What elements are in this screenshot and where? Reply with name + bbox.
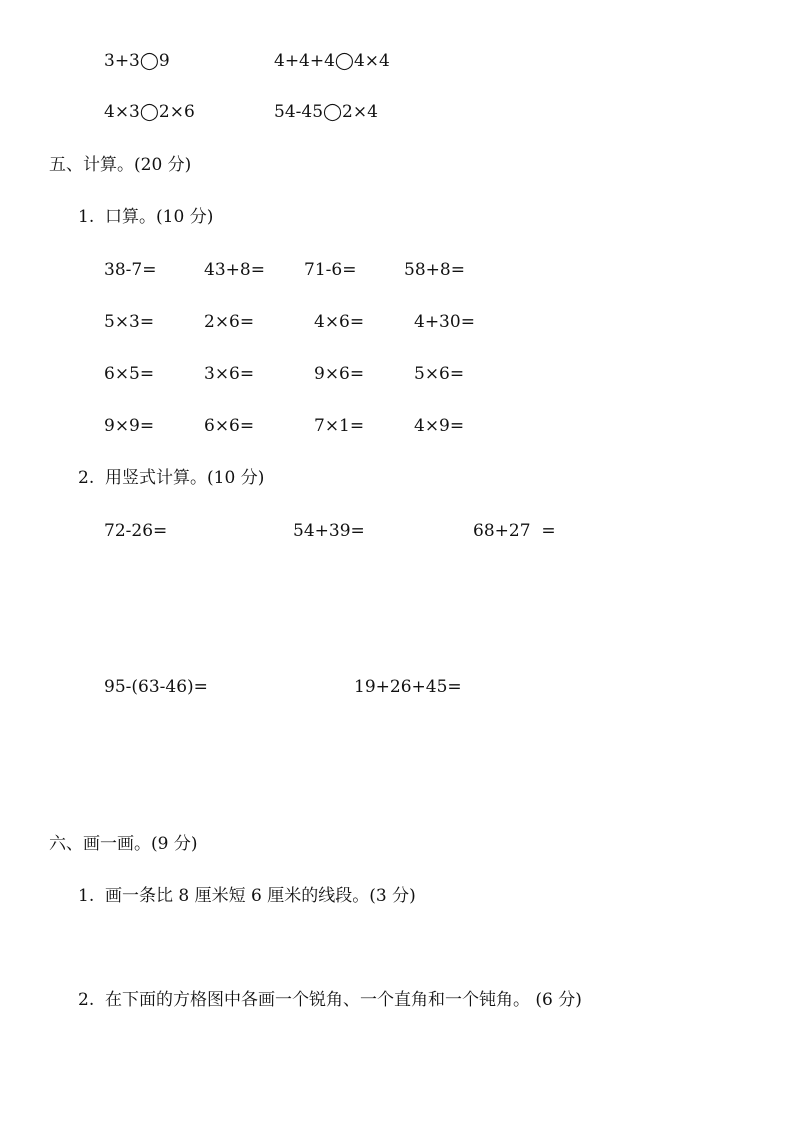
oral-calc-item: 6×6= [204,416,255,436]
oral-calc-item: 7×1= [314,416,365,436]
section-5-heading: 五、计算。(20 分) [49,155,192,175]
oral-calc-item: 3×6= [204,364,255,384]
oral-calc-item: 71-6= [304,260,357,280]
compare-expr-2: 4+4+4◯4×4 [274,51,390,71]
q1-title: 1. 口算。(10 分) [78,207,214,227]
section-6-heading: 六、画一画。(9 分) [49,834,198,854]
vertical-calc-item: 72-26= [104,521,168,541]
oral-calc-item: 38-7= [104,260,157,280]
compare-expr-1: 3+3◯9 [104,51,170,71]
oral-calc-item: 4+30= [414,312,475,332]
oral-calc-item: 4×6= [314,312,365,332]
oral-calc-item: 2×6= [204,312,255,332]
oral-calc-item: 58+8= [404,260,465,280]
compare-expr-3: 4×3◯2×6 [104,102,195,122]
oral-calc-item: 6×5= [104,364,155,384]
vertical-calc-item: 68+27 = [473,521,556,541]
oral-calc-item: 9×6= [314,364,365,384]
oral-calc-item: 9×9= [104,416,155,436]
oral-calc-item: 4×9= [414,416,465,436]
vertical-calc-item: 54+39= [293,521,365,541]
oral-calc-item: 5×6= [414,364,465,384]
draw-q2: 2. 在下面的方格图中各画一个锐角、一个直角和一个钝角。 (6 分) [78,990,582,1010]
draw-q1: 1. 画一条比 8 厘米短 6 厘米的线段。(3 分) [78,886,416,906]
q2-title: 2. 用竖式计算。(10 分) [78,468,265,488]
oral-calc-item: 43+8= [204,260,265,280]
vertical-calc-item: 19+26+45= [354,677,462,697]
oral-calc-item: 5×3= [104,312,155,332]
vertical-calc-item: 95-(63-46)= [104,677,208,697]
compare-expr-4: 54-45◯2×4 [274,102,378,122]
